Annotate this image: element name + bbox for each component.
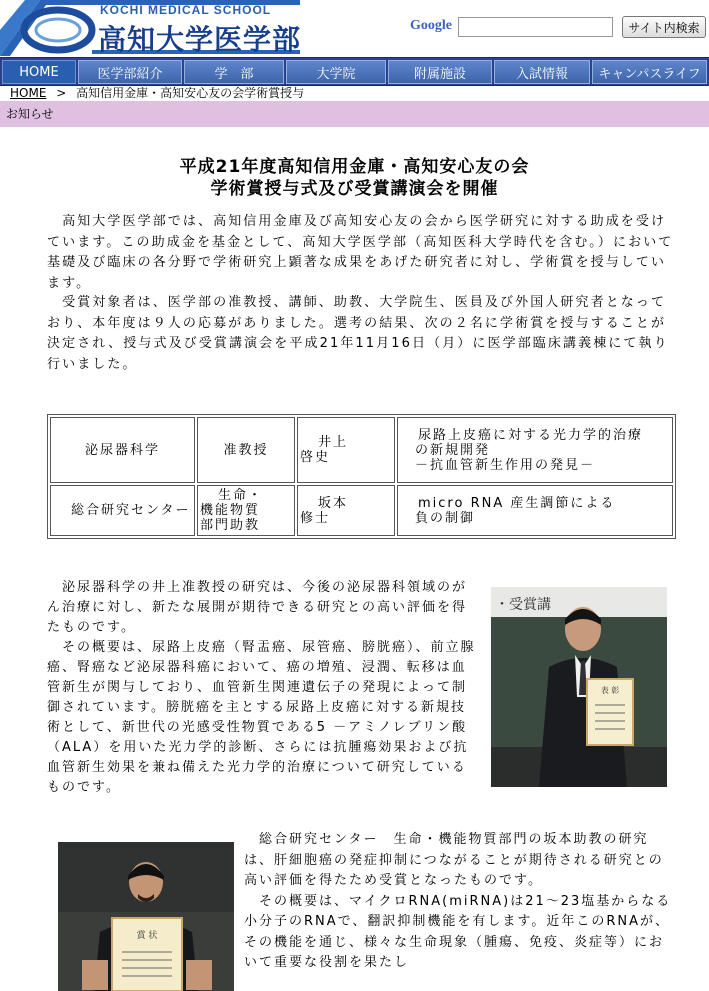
award-topic — [397, 417, 673, 483]
award-topic-line2: の新規開発 — [415, 442, 491, 458]
award-position-line3: 部門助教 — [200, 518, 261, 533]
nav-home[interactable]: HOME — [2, 60, 76, 84]
article-title-line2: 学術賞授与式及び受賞講演会を開催 — [210, 179, 499, 199]
awards-table — [47, 414, 676, 539]
section-label-bar: お知らせ — [0, 101, 709, 127]
award-department: 総合研究センター — [50, 485, 195, 536]
winner2-paragraph-2: その概要は、マイクロRNA(miRNA)は21～23塩基からなる小分子のRNAで、翻訳抑制機能を有します。近年このRNAが、その機能を通じ、様々な生命現象（腫瘍、免疫、炎症等）において重要な役割を果たし — [244, 893, 672, 970]
award-name — [297, 417, 395, 483]
winner2-text — [244, 830, 676, 974]
award-department: 泌尿器科学 — [50, 417, 195, 483]
award-name-line1: 坂本 — [318, 495, 349, 511]
intro-paragraph-1: 高知大学医学部では、高知信用金庫及び高知安心友の会から医学研究に対する助成を受けています。この助成金を基金として、高知大学医学部（高知医科大学時代を含む。）において基礎及び臨床の各分野で学術研究上顕著な成果をあげた研究者に対し、学術賞を授与しています。 — [47, 214, 674, 291]
award-position: 准教授 — [197, 417, 295, 483]
breadcrumb-separator: > — [56, 86, 67, 100]
google-logo: Google — [410, 18, 452, 33]
table-row — [50, 417, 673, 483]
winner1-photo-board-text: ・受賞講 — [495, 597, 551, 613]
article-title — [0, 156, 709, 200]
article-title-line1: 平成21年度高知信用金庫・高知安心友の会 — [179, 157, 530, 177]
table-row — [50, 485, 673, 536]
winner1-paragraph-2: その概要は、尿路上皮癌（腎盂癌、尿管癌、膀胱癌）、前立腺癌、腎癌など泌尿器科癌において、癌の増殖、浸潤、転移は血管新生が関与しており、血管新生関連遺伝子の発現によって制御されています。膀胱癌を主とする尿路上皮癌に対する新規技術として、新世代の光感受性物質である5 －アミノレブリン酸（ALA）を用いた光力学的診断、さらには抗腫瘍効果および抗血管新生効果を兼ね備えた光力学的治療について研究しているものです。 — [47, 640, 476, 795]
winner2-paragraph-1: 総合研究センター 生命・機能物質部門の坂本助教の研究は、肝細胞癌の発症抑制につながることが期待される研究との高い評価を得たため受賞となったものです。 — [244, 832, 664, 888]
winner1-paragraph-1: 泌尿器科学の井上准教授の研究は、今後の泌尿器科領域のがん治療に対し、新たな展開が期待できる研究との高い評価を得たものです。 — [47, 580, 468, 635]
winner1-photo — [491, 587, 667, 787]
award-topic-line1: 尿路上皮癌に対する光力学的治療 — [418, 427, 644, 443]
award-name-line1: 井上 — [318, 435, 349, 450]
nav-graduate-school[interactable]: 大学院 — [286, 60, 386, 84]
intro-paragraph-2: 受賞対象者は、医学部の准教授、講師、助教、大学院生、医員及び外国人研究者となっており、本年度は９人の応募がありました。選考の結果、次の２名に学術賞を授与することが決定され、授与式及び受賞講演会を平成21年11月16日（月）に医学部臨床講義棟にて執り行いました。 — [47, 295, 669, 372]
nav-admissions[interactable]: 入試情報 — [494, 60, 590, 84]
breadcrumb-current: 高知信用金庫・高知安心友の会学術賞授与 — [76, 86, 305, 100]
breadcrumb-home-link[interactable]: HOME — [10, 86, 47, 100]
winner2-photo-certificate-text: 賞 状 — [136, 931, 158, 941]
award-topic — [397, 485, 673, 536]
site-search-button[interactable]: サイト内検索 — [622, 16, 706, 38]
award-name-line2: 修士 — [300, 510, 331, 526]
winner2-photo — [58, 842, 234, 991]
award-position — [197, 485, 295, 536]
winner1-text — [47, 578, 479, 798]
logo-english-text: KOCHI MEDICAL SCHOOL — [100, 3, 272, 17]
nav-campus-life[interactable]: キャンパスライフ — [592, 60, 707, 84]
nav-about-faculty[interactable]: 医学部紹介 — [78, 60, 182, 84]
logo-japanese-text: 高知大学医学部 — [98, 23, 302, 56]
award-topic-line2: 負の制御 — [415, 510, 476, 526]
nav-affiliated-facilities[interactable]: 附属施設 — [388, 60, 492, 84]
award-topic-line1: micro RNA 産生調節による — [418, 495, 616, 511]
site-header — [0, 0, 709, 57]
award-position-line2: 機能物質 — [200, 503, 261, 518]
breadcrumb — [10, 86, 304, 100]
award-name-line2: 啓史 — [300, 450, 331, 465]
search-input[interactable] — [458, 17, 613, 37]
nav-undergraduate[interactable]: 学 部 — [184, 60, 284, 84]
award-name — [297, 485, 395, 536]
main-nav — [0, 57, 709, 86]
winner1-photo-certificate-text: 表 彰 — [600, 686, 620, 695]
award-topic-line3: －抗血管新生作用の発見－ — [415, 457, 596, 473]
award-position-line1: 生命・ — [218, 488, 264, 503]
